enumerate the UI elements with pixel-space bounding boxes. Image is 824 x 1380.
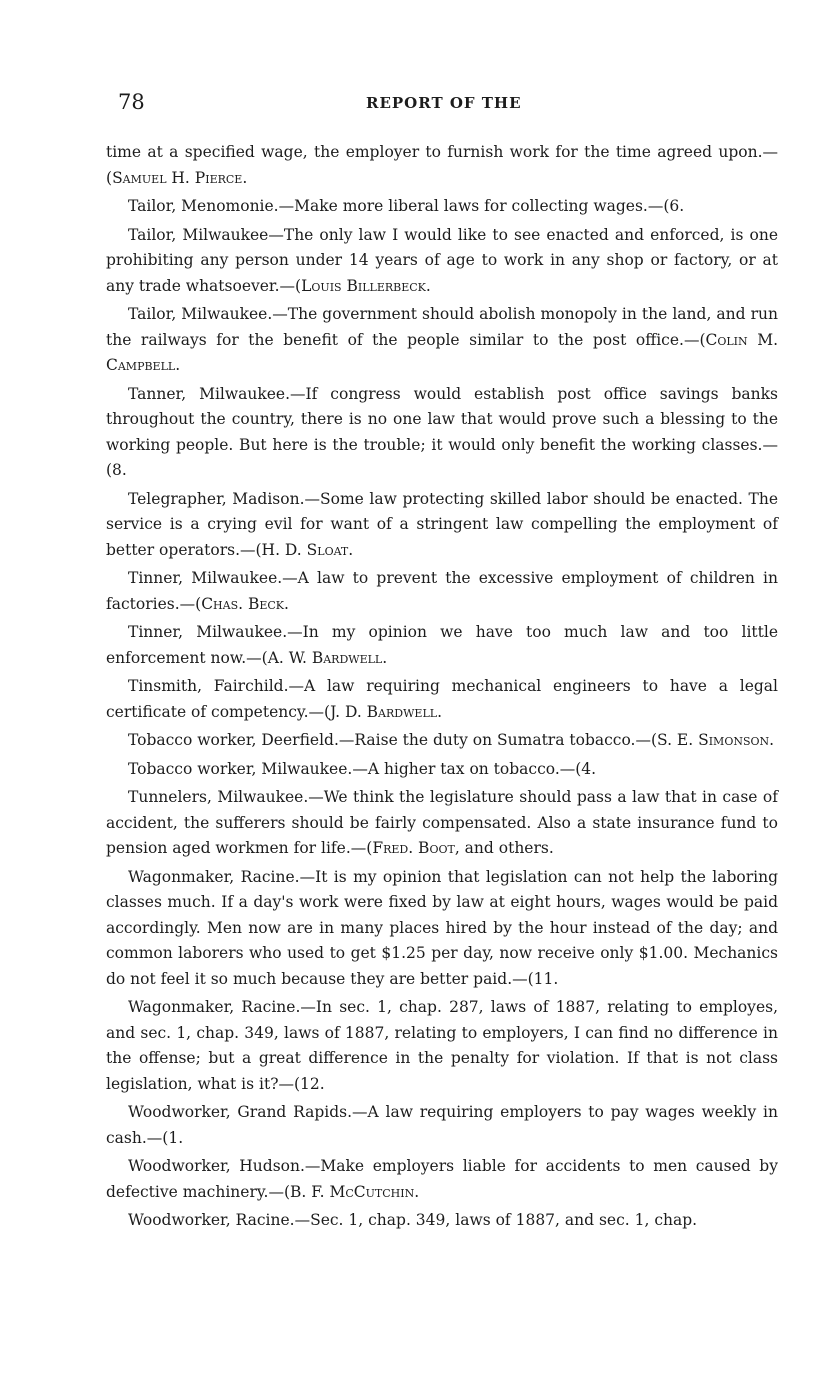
paragraph: Tobacco worker, Milwaukee.—A higher tax on tobacco.—(4.: [128, 759, 597, 778]
paragraph: Telegrapher, Madison.—Some law protecting skilled labor should be enacted. The service is a crying evil for want of a stringent law compelling the employment of better operators.—(H. D. Sloat.: [106, 489, 778, 559]
page-number: 78: [118, 90, 145, 114]
paragraph: Tinsmith, Fairchild.—A law requiring mechanical engineers to have a legal certificate of competency.—(J. D. Bardwell.: [106, 677, 778, 721]
paragraph: Tunnelers, Milwaukee.—We think the legislature should pass a law that in case of accident, the sufferers should be fairly compensated. Also a state insurance fund to pension aged workmen for life.—(Fred. Boot, and others.: [106, 788, 778, 857]
paragraph: Woodworker, Hudson.—Make employers liable for accidents to men caused by defective machinery.—(B. F. McCutchin.: [106, 1157, 778, 1201]
body-text: [106, 140, 778, 1237]
paragraph: Woodworker, Grand Rapids.—A law requiring employers to pay wages weekly in cash.—(1.: [106, 1103, 778, 1147]
paragraph: Tailor, Milwaukee—The only law I would like to see enacted and enforced, is one prohibiting any person under 14 years of age to work in any shop or factory, or at any trade whatsoever.—(Louis Billerbeck.: [106, 225, 778, 295]
page-header: [118, 90, 778, 116]
paragraph: Tailor, Menomonie.—Make more liberal laws for collecting wages.—(6.: [128, 197, 685, 215]
running-head: REPORT OF THE: [366, 94, 522, 112]
paragraph: Tobacco worker, Deerfield.—Raise the duty on Sumatra tobacco.—(S. E. Simonson.: [128, 731, 775, 749]
paragraph: Tinner, Milwaukee.—A law to prevent the excessive employment of children in factories.—(Chas. Beck.: [106, 569, 778, 613]
paragraph: time at a specified wage, the employer to furnish work for the time agreed upon.—(Samuel H. Pierce.: [106, 143, 778, 187]
paragraph: Tinner, Milwaukee.—In my opinion we have too much law and too little enforcement now.—(A. W. Bardwell.: [106, 623, 778, 667]
paragraph: Wagonmaker, Racine.—In sec. 1, chap. 287, laws of 1887, relating to employes, and sec. 1, chap. 349, laws of 1887, relating to employers, I can find no difference in the offense; but a great difference in the penalty for violation. If that is not class legislation, what is it?—(12.: [106, 998, 778, 1093]
paragraph: Wagonmaker, Racine.—It is my opinion that legislation can not help the laboring classes much. If a day's work were fixed by law at eight hours, wages would be paid accordingly. Men now are in many places hired by the hour instead of the day; and common laborers who used to get $1.25 per day, now receive only $1.00. Mechanics do not feel it so much because they are better paid.—(11.: [106, 867, 778, 988]
paragraph: Tailor, Milwaukee.—The government should abolish monopoly in the land, and run the railways for the benefit of the people similar to the post office.—(Colin M. Campbell.: [106, 305, 778, 374]
paragraph: Woodworker, Racine.—Sec. 1, chap. 349, laws of 1887, and sec. 1, chap.: [128, 1211, 698, 1229]
paragraph: Tanner, Milwaukee.—If congress would establish post office savings banks throughout the country, there is no one law that would prove such a blessing to the working people. But here is the trouble; it would only benefit the working classes.—(8.: [106, 384, 778, 479]
